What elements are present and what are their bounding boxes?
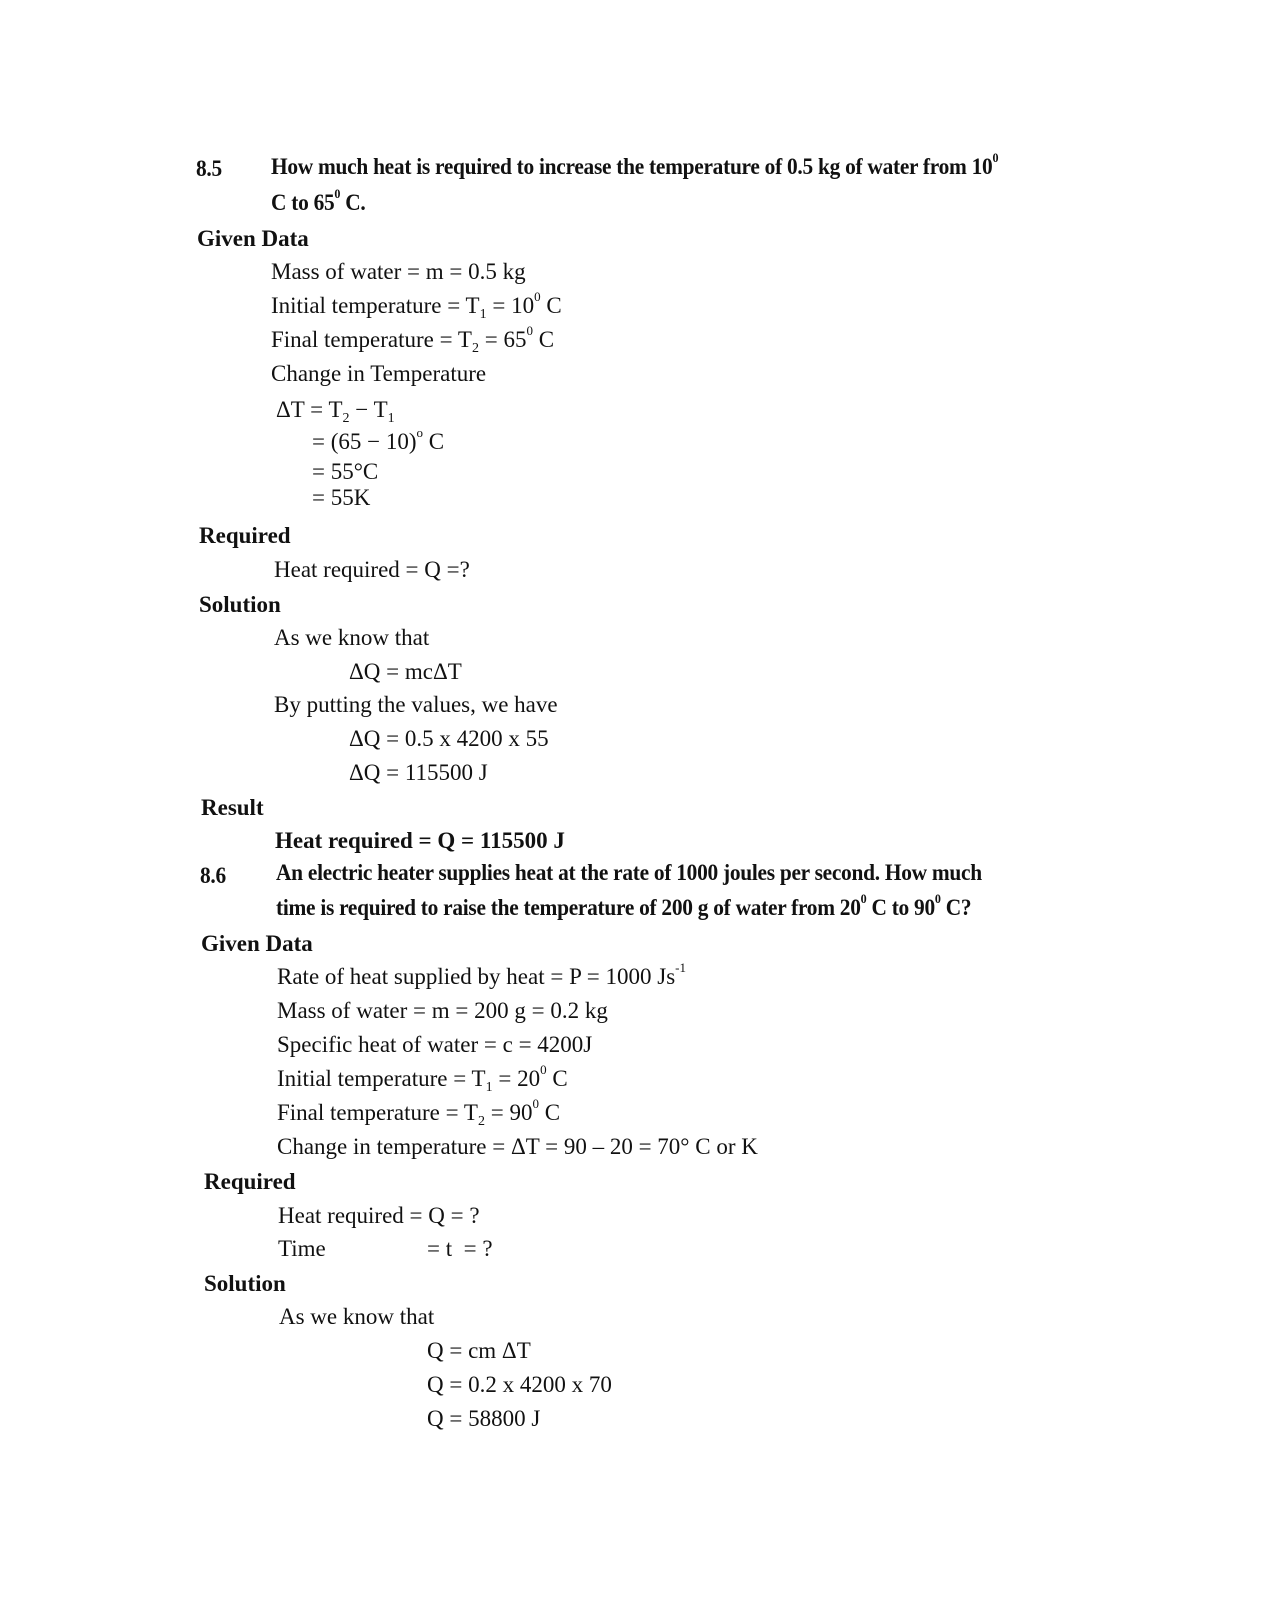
required-text: Heat required = Q =? [274, 557, 470, 582]
superscript: 0 [992, 150, 999, 165]
superscript: o [416, 425, 424, 440]
section-heading: Given Data [201, 931, 313, 956]
subscript: 2 [471, 341, 479, 356]
solution-intro: As we know that [279, 1304, 435, 1329]
delta-step [312, 425, 445, 455]
section-heading: Required [199, 523, 291, 548]
question-text: C to 90 [866, 895, 935, 920]
delta-equation [276, 397, 395, 426]
text: Initial temperature = T [277, 1066, 486, 1091]
text: = 20 [492, 1066, 541, 1091]
section-heading: Result [201, 795, 264, 820]
section-heading: Required [204, 1169, 296, 1194]
superscript: 0 [860, 891, 867, 906]
text: = 65 [478, 327, 527, 352]
superscript: 0 [540, 1062, 547, 1077]
given-mass: Mass of water = m = 200 g = 0.2 kg [277, 998, 608, 1023]
given-final-temp [277, 1096, 561, 1129]
given-rate [277, 960, 686, 990]
text: Initial temperature = T [271, 293, 480, 318]
question-text: How much heat is required to increase the temperature of 0.5 kg of water from 10 [271, 154, 993, 179]
question-text: C. [340, 190, 366, 215]
question-line: An electric heater supplies heat at the rate of 1000 joules per second. How much [276, 860, 982, 885]
text: ΔT = T [276, 397, 343, 422]
formula: ΔQ = mcΔT [349, 659, 462, 684]
substitution: ΔQ = 0.5 x 4200 x 55 [349, 726, 549, 751]
given-mass: Mass of water = m = 0.5 kg [271, 259, 526, 284]
given-specific-heat: Specific heat of water = c = 4200J [277, 1032, 593, 1057]
text: C [540, 293, 562, 318]
solution-intro: As we know that [274, 625, 430, 650]
text: Final temperature = T [271, 327, 472, 352]
subscript: 1 [387, 411, 395, 426]
answer: ΔQ = 115500 J [349, 760, 488, 785]
question-line [271, 186, 366, 216]
superscript: 0 [934, 891, 941, 906]
question-text: C to 65 [271, 190, 335, 215]
question-line [271, 150, 999, 180]
question-text: time is required to raise the temperature of 200 g of water from 20 [276, 895, 861, 920]
answer: Q = 58800 J [427, 1406, 541, 1431]
question-text: C? [940, 895, 972, 920]
section-heading: Solution [204, 1271, 286, 1296]
given-initial-temp [277, 1062, 568, 1095]
result-text: Heat required = Q = 115500 J [275, 828, 565, 853]
required-time-value: = t = ? [427, 1236, 493, 1261]
text: C [532, 327, 555, 352]
superscript: 0 [526, 323, 533, 338]
solution-text: By putting the values, we have [274, 692, 558, 717]
superscript: 0 [534, 289, 541, 304]
formula: Q = cm ΔT [427, 1338, 531, 1363]
required-heat: Heat required = Q = ? [278, 1203, 480, 1228]
text: Final temperature = T [277, 1100, 478, 1125]
text: C [423, 429, 445, 454]
superscript: 0 [532, 1096, 539, 1111]
text: = 10 [486, 293, 535, 318]
section-heading: Solution [199, 592, 281, 617]
subscript: 2 [477, 1114, 485, 1129]
text: C [546, 1066, 568, 1091]
text: = 90 [484, 1100, 533, 1125]
required-time-label: Time [278, 1236, 326, 1261]
problem-number: 8.5 [196, 156, 222, 181]
section-heading: Given Data [197, 226, 309, 251]
text: C [538, 1100, 561, 1125]
text: Rate of heat supplied by heat = P = 1000 Js [277, 964, 676, 989]
given-initial-temp [271, 289, 562, 322]
text: − T [349, 397, 388, 422]
question-line [276, 891, 972, 921]
change-label: Change in Temperature [271, 361, 487, 386]
problem-number: 8.6 [200, 863, 226, 888]
given-change: Change in temperature = ΔT = 90 – 20 = 70° C or K [277, 1134, 758, 1159]
text: = (65 − 10) [312, 429, 417, 454]
superscript: 0 [334, 186, 341, 201]
subscript: 2 [342, 411, 350, 426]
given-final-temp [271, 323, 555, 356]
substitution: Q = 0.2 x 4200 x 70 [427, 1372, 612, 1397]
delta-step: = 55K [312, 485, 371, 510]
delta-step: = 55°C [312, 459, 379, 484]
superscript: -1 [675, 960, 686, 975]
subscript: 1 [485, 1080, 493, 1095]
subscript: 1 [479, 307, 487, 322]
